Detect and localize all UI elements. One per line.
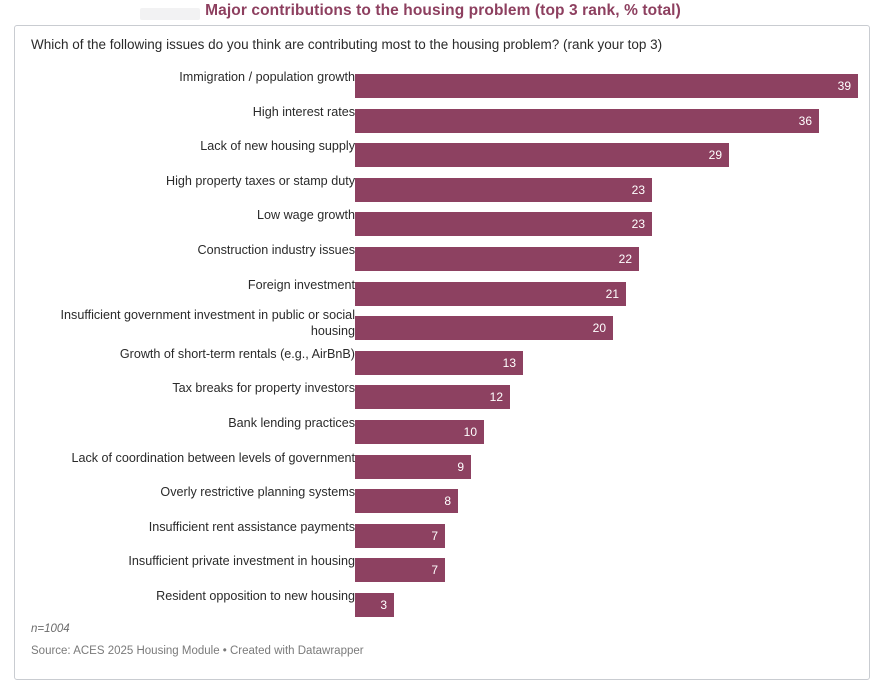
bar-row xyxy=(15,278,870,313)
bar-track xyxy=(355,347,870,382)
bar-track xyxy=(355,520,870,555)
bar-category-label: Insufficient rent assistance payments xyxy=(148,519,355,534)
bar-row xyxy=(15,174,870,209)
bar-category-label: High interest rates xyxy=(252,104,355,119)
bar-row xyxy=(15,70,870,105)
chart-frame xyxy=(14,25,870,680)
bar-row xyxy=(15,520,870,555)
bar-row xyxy=(15,347,870,382)
bar-category-label: Insufficient private investment in housing xyxy=(128,554,355,569)
bar-row xyxy=(15,139,870,174)
bar-track xyxy=(355,174,870,209)
sample-size-note: n=1004 xyxy=(31,623,70,635)
bar-track xyxy=(355,589,870,624)
bar-track xyxy=(355,278,870,313)
bar-category-label: Lack of new housing supply xyxy=(200,139,355,154)
bar-category-label: Foreign investment xyxy=(247,277,355,292)
source-note: Source: ACES 2025 Housing Module • Created with Datawrapper xyxy=(31,645,364,657)
bar-row xyxy=(15,243,870,278)
bar-category-label: Low wage growth xyxy=(256,208,355,223)
bar-plot-area xyxy=(15,70,870,624)
bar-track xyxy=(355,416,870,451)
bar-category-label: Insufficient government investment in public or social housing xyxy=(60,308,355,338)
bar-row xyxy=(15,451,870,486)
bar-track xyxy=(355,451,870,486)
bar-track xyxy=(355,312,870,347)
bar-row xyxy=(15,554,870,589)
chart-subtitle: Which of the following issues do you think are contributing most to the housing problem? (rank your top 3) xyxy=(31,37,663,52)
bar-value-label: 3 xyxy=(380,597,387,612)
bar-value-label: 29 xyxy=(708,148,722,163)
bar-track xyxy=(355,554,870,589)
bar-row xyxy=(15,208,870,243)
bar-row xyxy=(15,416,870,451)
bar-category-label: Construction industry issues xyxy=(197,242,355,257)
bar-category-label: Tax breaks for property investors xyxy=(172,381,355,396)
bar-value-label: 21 xyxy=(605,286,619,301)
bar-value-label: 7 xyxy=(431,563,438,578)
bar-value-label: 39 xyxy=(837,79,851,93)
bar-category-label: Resident opposition to new housing xyxy=(156,588,355,603)
bar-category-label: Immigration / population growth xyxy=(179,70,355,84)
bar-category-label: Growth of short-term rentals (e.g., AirBnB) xyxy=(119,346,355,361)
bar-value-label: 12 xyxy=(489,390,503,405)
bar-track xyxy=(355,139,870,174)
chart-title: Major contributions to the housing problem (top 3 rank, % total) xyxy=(205,2,681,19)
bar-value-label: 23 xyxy=(631,217,645,232)
bar-value-label: 20 xyxy=(592,321,606,336)
bar-category-label: Lack of coordination between levels of government xyxy=(71,450,355,465)
bar-row xyxy=(15,381,870,416)
bar-track xyxy=(355,485,870,520)
bar-value-label: 36 xyxy=(798,113,812,128)
bar-value-label: 22 xyxy=(618,251,632,266)
bar-row xyxy=(15,308,870,347)
bar-value-label: 10 xyxy=(463,424,477,439)
bar-track xyxy=(355,243,870,278)
bar-row xyxy=(15,589,870,624)
bar-track xyxy=(355,208,870,243)
bar-track xyxy=(355,70,870,105)
bar-value-label: 9 xyxy=(457,459,464,474)
bar-category-label: Bank lending practices xyxy=(228,415,355,430)
bar-category-label: High property taxes or stamp duty xyxy=(166,173,355,188)
bar-value-label: 7 xyxy=(431,528,438,543)
bar-row xyxy=(15,105,870,140)
bar-value-label: 13 xyxy=(502,355,516,370)
bar-track xyxy=(355,105,870,140)
bar-row xyxy=(15,485,870,520)
bar-value-label: 23 xyxy=(631,182,645,197)
bar-category-label: Overly restrictive planning systems xyxy=(160,485,355,500)
bar-track xyxy=(355,381,870,416)
bar-value-label: 8 xyxy=(444,494,451,509)
